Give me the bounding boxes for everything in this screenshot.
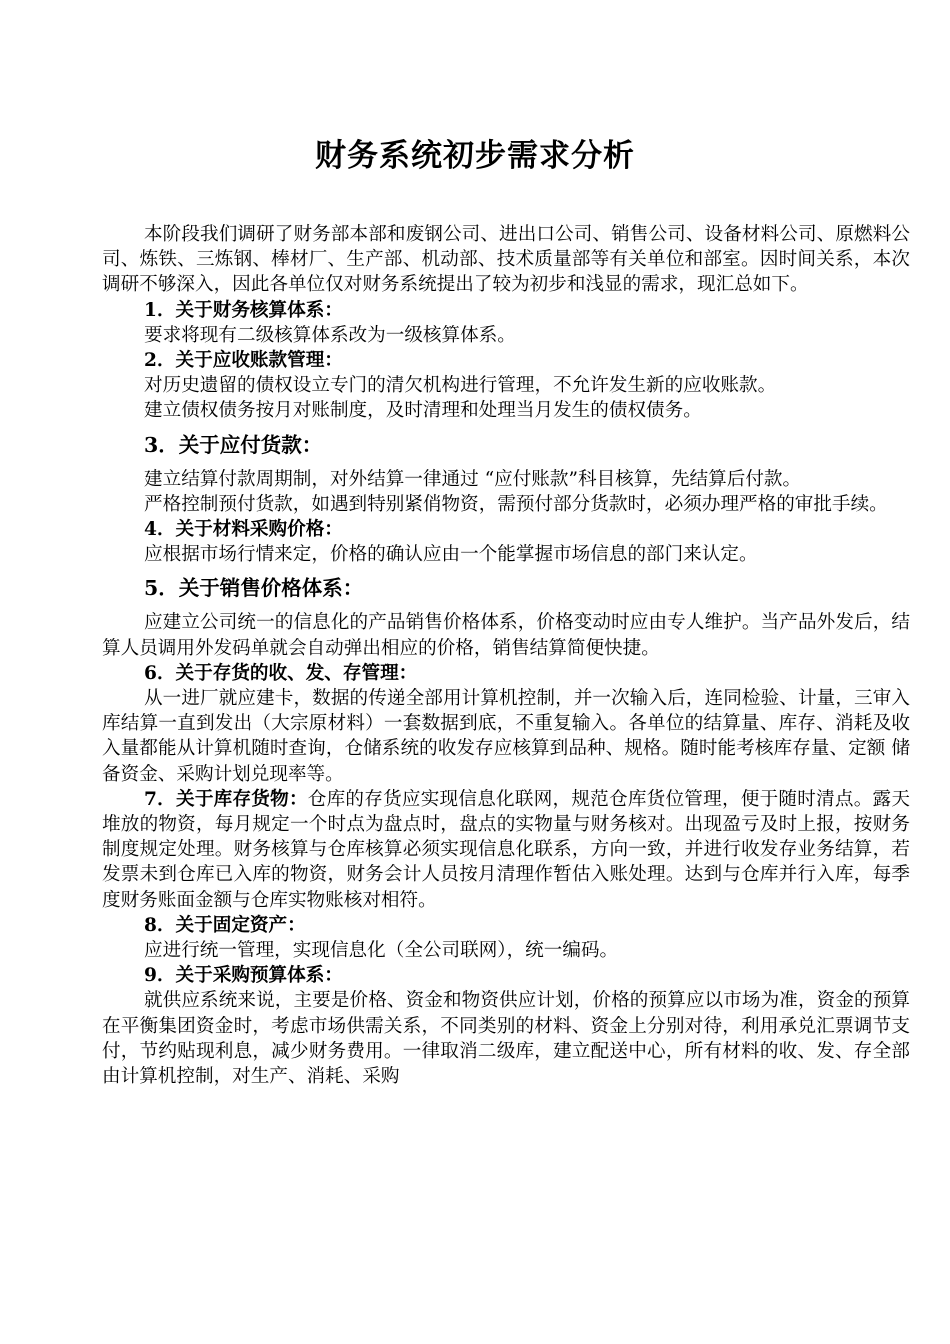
section-paragraph: 应进行统一管理，实现信息化（全公司联网），统一编码。 bbox=[144, 940, 619, 962]
section-paragraph: 建立债权债务按月对账制度，及时清理和处理当月发生的债权债务。 bbox=[144, 400, 702, 422]
section-paragraph: 对历史遗留的债权设立专门的清欠机构进行管理，不允许发生新的应收账款。 bbox=[144, 375, 777, 397]
section-heading-8: 8．关于固定资产： bbox=[144, 914, 306, 936]
document-body bbox=[102, 222, 910, 1089]
section-heading-3: 3．关于应付货款： bbox=[144, 432, 323, 457]
section-paragraph: 从一进厂就应建卡，数据的传递全部用计算机控制，并一次输入后，连同检验、计量，三审入库结算一直到发出（大宗原材料）一套数据到底，不重复输入。各单位的结算量、库存、消耗及收入量都能从计算机随时查询，仓储系统的收发存应核算到品种、规格。随时能考核库存量、定额 储备资金、采购计划兑现率等。 bbox=[102, 688, 910, 785]
section-paragraph: 建立结算付款周期制，对外结算一律通过 “应付账款”科目核算，先结算后付款。 bbox=[144, 468, 802, 490]
intro-paragraph: 本阶段我们调研了财务部本部和废钢公司、进出口公司、销售公司、设备材料公司、原燃料公司、炼铁、三炼钢、棒材厂、生产部、机动部、技术质量部等有关单位和部室。因时间关系，本次调研不够深入，因此各单位仅对财务系统提出了较为初步和浅显的需求，现汇总如下。 bbox=[102, 224, 910, 296]
section-paragraph: 就供应系统来说，主要是价格、资金和物资供应计划，价格的预算应以市场为准，资金的预算在平衡集团资金时，考虑市场供需关系，不同类别的材料、资金上分别对待，利用承兑汇票调节支付，节约贴现利息，减少财务费用。一律取消二级库，建立配送中心，所有材料的收、发、存全部由计算机控制，对生产、消耗、采购 bbox=[102, 990, 910, 1088]
section-paragraph: 应根据市场行情来定，价格的确认应由一个能掌握市场信息的部门来认定。 bbox=[144, 544, 758, 566]
section-paragraph: 应建立公司统一的信息化的产品销售价格体系，价格变动时应由专人维护。当产品外发后，结算人员调用外发码单就会自动弹出相应的价格，销售结算简便快捷。 bbox=[102, 612, 910, 659]
section-paragraph: 要求将现有二级核算体系改为一级核算体系。 bbox=[144, 324, 516, 346]
section-heading-5: 5．关于销售价格体系： bbox=[144, 576, 364, 601]
section-heading-6: 6．关于存货的收、发、存管理： bbox=[144, 662, 418, 684]
section-heading-2: 2．关于应收账款管理： bbox=[144, 350, 343, 372]
section-7-paragraph bbox=[102, 787, 910, 913]
section-heading-7: 7．关于库存货物： bbox=[144, 788, 308, 810]
section-heading-4: 4．关于材料采购价格： bbox=[144, 519, 343, 541]
section-paragraph: 严格控制预付货款，如遇到特别紧俏物资，需预付部分货款时，必须办理严格的审批手续。 bbox=[144, 493, 888, 515]
section-heading-1: 1．关于财务核算体系： bbox=[144, 299, 343, 321]
section-inline-text: 仓库的存货应实现信息化联网，规范仓库货位管理，便于随时清点。露天堆放的物资，每月规定一个时点为盘点时，盘点的实物量与财务核对。出现盈亏及时上报，按财务制度规定处理。财务核算与仓库核算必须实现信息化联系，方向一致，并进行收发存业务结算，若发票未到仓库已入库的物资，财务会计人员按月清理作暂估入账处理。达到与仓库并行入库，每季度财务账面金额与仓库实物账核对相符。 bbox=[102, 788, 910, 911]
document-title: 财务系统初步需求分析 bbox=[315, 138, 635, 174]
section-heading-9: 9．关于采购预算体系： bbox=[144, 965, 343, 987]
